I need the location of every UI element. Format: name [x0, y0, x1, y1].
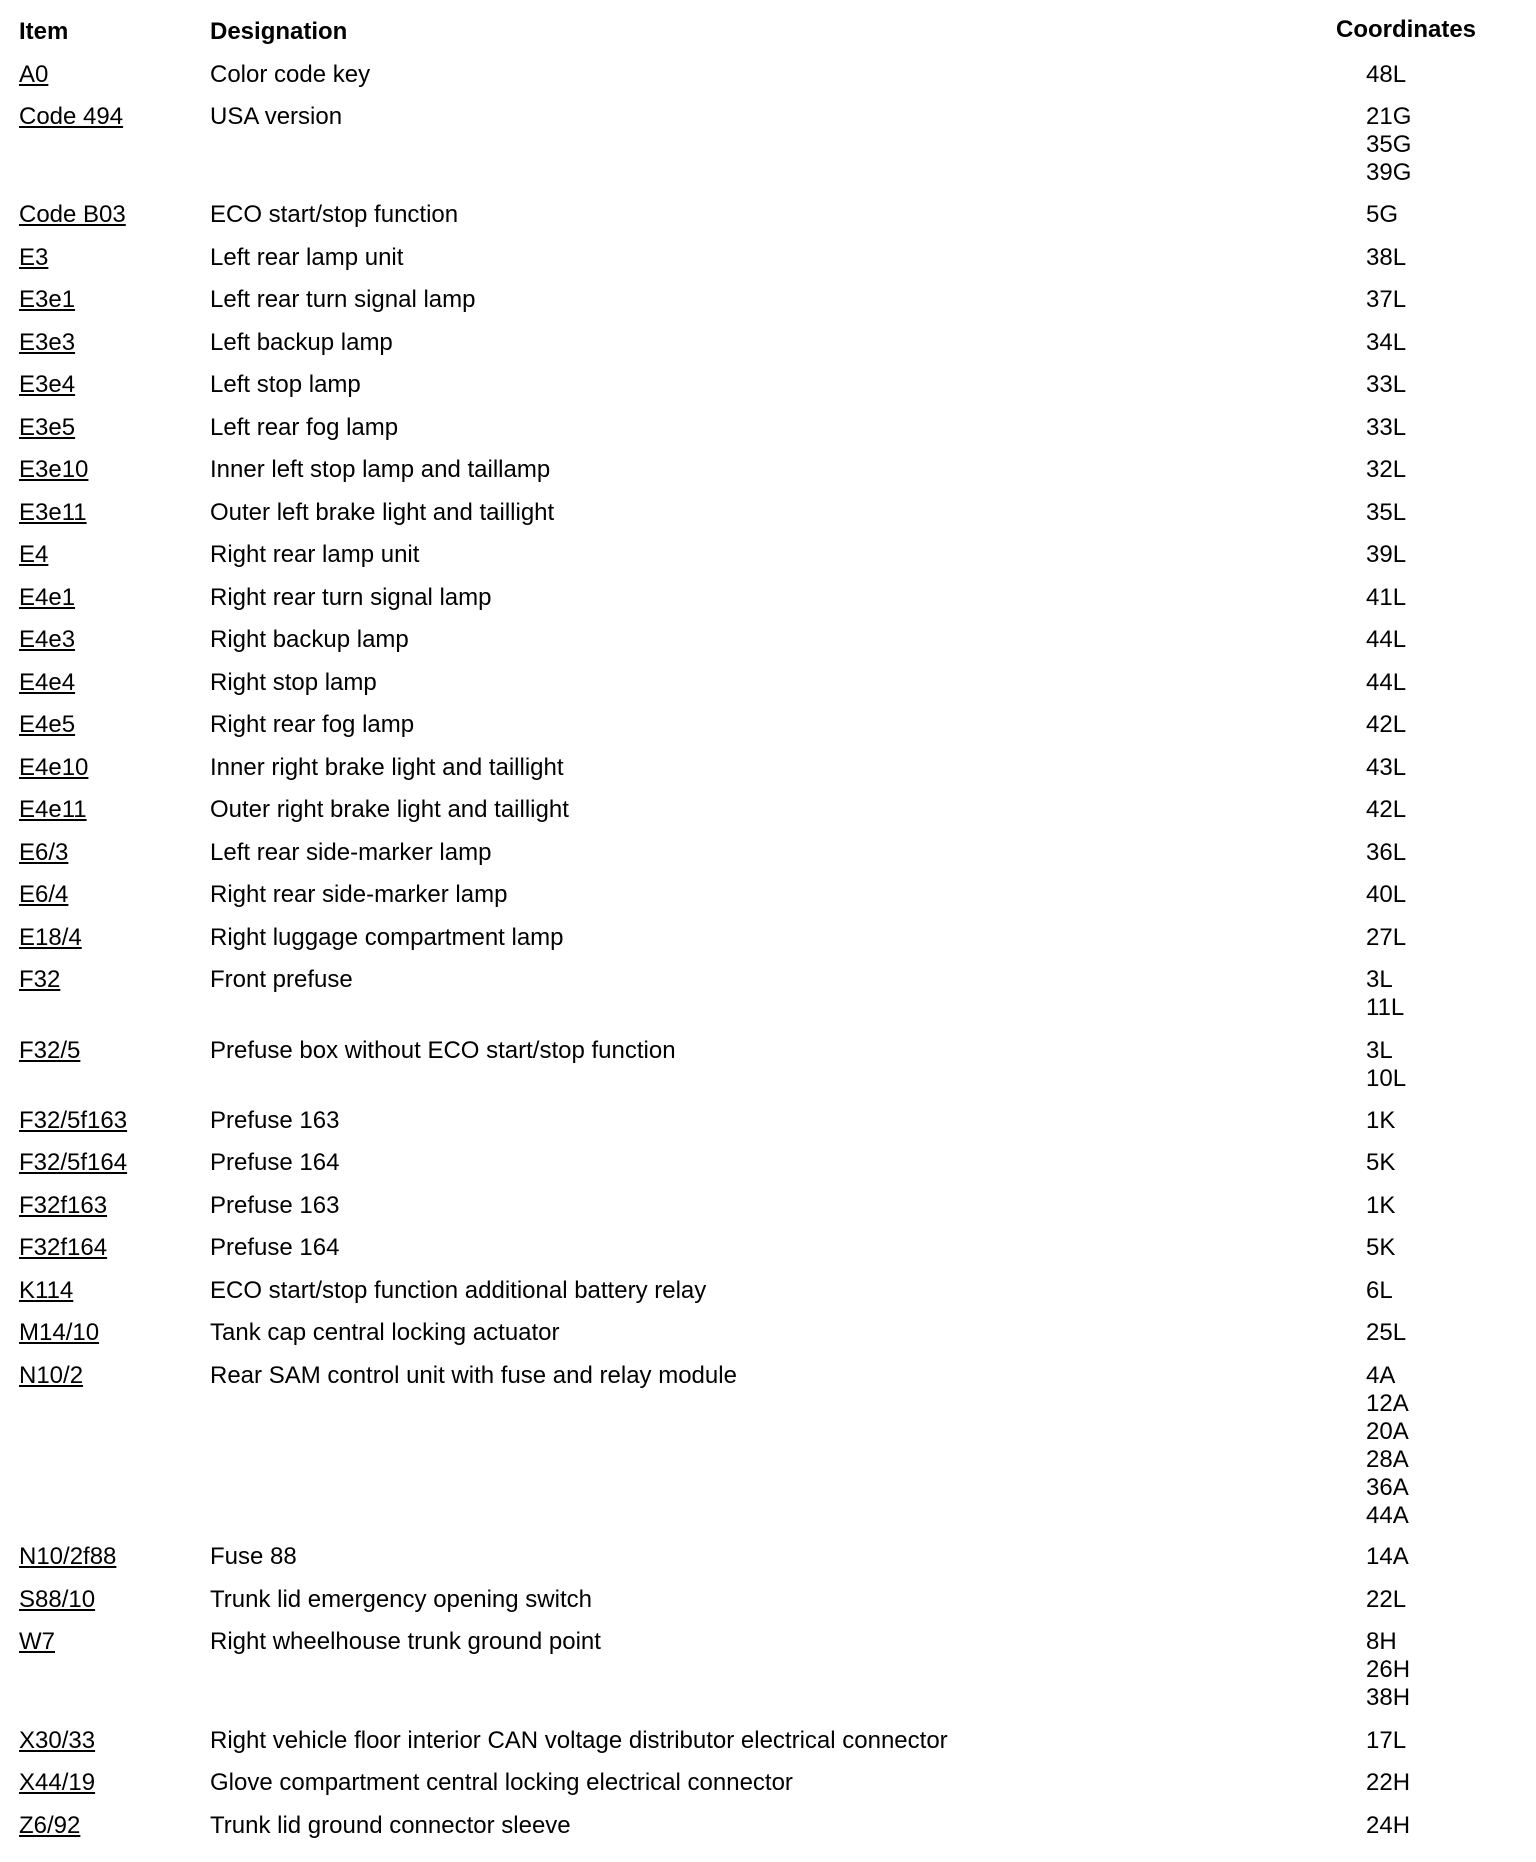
table-row [0, 329, 1536, 359]
coordinate-value: 11L [1366, 994, 1405, 1021]
item-link[interactable]: X44/19 [19, 1769, 96, 1796]
item-link[interactable]: F32/5 [19, 1037, 81, 1064]
coordinate-value: 27L [1366, 924, 1407, 951]
table-row [0, 584, 1536, 614]
item-coordinates [1366, 1107, 1395, 1135]
table-row [0, 1319, 1536, 1349]
item-link[interactable]: E3e3 [19, 329, 76, 356]
table-row [0, 201, 1536, 231]
table-row [0, 669, 1536, 699]
item-coordinates [1366, 754, 1406, 782]
table-row [0, 1107, 1536, 1137]
coordinate-value: 33L [1366, 371, 1407, 398]
table-row [0, 456, 1536, 486]
item-designation: ECO start/stop function additional battery relay [210, 1277, 707, 1304]
item-link[interactable]: Code B03 [19, 201, 126, 228]
coordinate-value: 3L [1366, 966, 1393, 993]
item-link[interactable]: E6/4 [19, 881, 69, 908]
coordinate-value: 43L [1366, 754, 1407, 781]
item-coordinates [1366, 1037, 1406, 1093]
coordinate-value: 20A [1366, 1418, 1409, 1445]
item-link[interactable]: E3e1 [19, 286, 76, 313]
table-row [0, 881, 1536, 911]
item-link[interactable]: E3e4 [19, 371, 76, 398]
item-designation: Front prefuse [210, 966, 353, 993]
coordinate-value: 22H [1366, 1769, 1411, 1796]
table-row [0, 1149, 1536, 1179]
coordinate-value: 39L [1366, 541, 1407, 568]
coordinate-value: 39G [1366, 159, 1412, 186]
coordinate-value: 38L [1366, 244, 1407, 271]
coordinate-value: 5K [1366, 1234, 1396, 1261]
table-row [0, 1037, 1536, 1092]
item-coordinates [1366, 966, 1404, 1022]
item-designation: Fuse 88 [210, 1543, 297, 1570]
table-row [0, 1812, 1536, 1842]
table-row [0, 1543, 1536, 1573]
table-row [0, 1277, 1536, 1307]
coordinate-value: 35G [1366, 131, 1412, 158]
table-row [0, 499, 1536, 529]
coordinate-value: 26H [1366, 1656, 1411, 1683]
coordinate-value: 21G [1366, 103, 1412, 130]
item-link[interactable]: E6/3 [19, 839, 69, 866]
coordinate-value: 32L [1366, 456, 1407, 483]
coordinate-value: 35L [1366, 499, 1407, 526]
item-designation: Rear SAM control unit with fuse and relay module [210, 1362, 737, 1389]
item-designation: Right backup lamp [210, 626, 409, 653]
coordinate-value: 5K [1366, 1149, 1396, 1176]
coordinate-value: 41L [1366, 584, 1407, 611]
coordinate-value: 8H [1366, 1628, 1397, 1655]
item-link[interactable]: K114 [19, 1277, 74, 1304]
item-coordinates [1366, 371, 1406, 399]
coordinate-value: 6L [1366, 1277, 1393, 1304]
coordinate-value: 44L [1366, 626, 1407, 653]
item-coordinates [1366, 414, 1406, 442]
coordinate-value: 33L [1366, 414, 1407, 441]
item-link[interactable]: E4e1 [19, 584, 76, 611]
item-coordinates [1366, 669, 1406, 697]
item-designation: Color code key [210, 61, 371, 88]
table-row [0, 754, 1536, 784]
item-coordinates [1366, 61, 1406, 89]
item-link[interactable]: S88/10 [19, 1586, 96, 1613]
coordinate-value: 34L [1366, 329, 1407, 356]
table-row [0, 61, 1536, 91]
coordinate-value: 22L [1366, 1586, 1407, 1613]
item-link[interactable]: F32f164 [19, 1234, 108, 1261]
coordinate-value: 12A [1366, 1390, 1409, 1417]
table-row [0, 1192, 1536, 1222]
table-row [0, 1628, 1536, 1711]
table-row [0, 626, 1536, 656]
item-link[interactable]: E4e10 [19, 754, 89, 781]
item-coordinates [1366, 584, 1406, 612]
item-designation: Left rear side-marker lamp [210, 839, 492, 866]
table-row [0, 244, 1536, 274]
coordinate-value: 17L [1366, 1727, 1407, 1754]
item-designation: Left rear lamp unit [210, 244, 404, 271]
table-row [0, 1727, 1536, 1757]
item-designation: Glove compartment central locking electrical connector [210, 1769, 793, 1796]
coordinate-value: 36L [1366, 839, 1407, 866]
item-designation: USA version [210, 103, 343, 130]
coordinate-value: 28A [1366, 1446, 1409, 1473]
coordinate-value: 3L [1366, 1037, 1393, 1064]
item-designation: ECO start/stop function [210, 201, 459, 228]
coordinate-value: 24H [1366, 1812, 1411, 1839]
item-designation: Left rear fog lamp [210, 414, 399, 441]
item-link[interactable]: X30/33 [19, 1727, 96, 1754]
item-link[interactable]: E3e11 [19, 499, 87, 526]
item-link[interactable]: E3 [19, 244, 49, 271]
table-row [0, 103, 1536, 186]
item-coordinates [1366, 881, 1406, 909]
item-coordinates [1366, 244, 1406, 272]
item-designation: Right rear side-marker lamp [210, 881, 508, 908]
item-coordinates [1366, 1192, 1395, 1220]
item-designation: Left backup lamp [210, 329, 393, 356]
coordinate-value: 4A [1366, 1362, 1396, 1389]
item-coordinates [1366, 1628, 1410, 1712]
item-designation: Trunk lid ground connector sleeve [210, 1812, 571, 1839]
item-designation: Right stop lamp [210, 669, 377, 696]
item-coordinates [1366, 1812, 1410, 1840]
table-row [0, 1586, 1536, 1616]
item-coordinates [1366, 201, 1398, 229]
item-link[interactable]: E4e5 [19, 711, 76, 738]
item-designation: Trunk lid emergency opening switch [210, 1586, 592, 1613]
coordinate-value: 1K [1366, 1107, 1396, 1134]
item-designation: Prefuse 164 [210, 1149, 340, 1176]
item-designation: Right rear lamp unit [210, 541, 420, 568]
coordinate-value: 5G [1366, 201, 1399, 228]
item-coordinates [1366, 1362, 1409, 1530]
item-designation: Left stop lamp [210, 371, 361, 398]
item-coordinates [1366, 541, 1406, 569]
item-coordinates [1366, 1277, 1393, 1305]
item-designation: Right luggage compartment lamp [210, 924, 564, 951]
coordinate-value: 44A [1366, 1502, 1409, 1529]
table-row [0, 924, 1536, 954]
item-coordinates [1366, 924, 1406, 952]
item-designation: Prefuse 163 [210, 1192, 340, 1219]
item-link[interactable]: E4e11 [19, 796, 87, 823]
item-link[interactable]: E4e4 [19, 669, 76, 696]
item-designation: Prefuse 163 [210, 1107, 340, 1134]
coordinate-value: 42L [1366, 711, 1407, 738]
item-coordinates [1366, 286, 1406, 314]
header-coordinates: Coordinates [1336, 16, 1477, 43]
header-item: Item [19, 18, 69, 45]
item-link[interactable]: A0 [19, 61, 49, 88]
item-designation: Right rear turn signal lamp [210, 584, 492, 611]
item-designation: Right vehicle floor interior CAN voltage distributor electrical connector [210, 1727, 948, 1754]
coordinate-value: 40L [1366, 881, 1407, 908]
coordinate-value: 14A [1366, 1543, 1409, 1570]
item-designation: Inner left stop lamp and taillamp [210, 456, 551, 483]
item-designation: Prefuse box without ECO start/stop function [210, 1037, 676, 1064]
item-link[interactable]: Z6/92 [19, 1812, 81, 1839]
coordinate-value: 1K [1366, 1192, 1396, 1219]
item-designation: Inner right brake light and taillight [210, 754, 564, 781]
item-coordinates [1366, 1586, 1406, 1614]
item-coordinates [1366, 796, 1406, 824]
item-coordinates [1366, 839, 1406, 867]
item-link[interactable]: E3e5 [19, 414, 76, 441]
item-link[interactable]: F32/5f163 [19, 1107, 128, 1134]
item-link[interactable]: E3e10 [19, 456, 89, 483]
table-row [0, 966, 1536, 1021]
table-row [0, 1362, 1536, 1529]
table-row [0, 1769, 1536, 1799]
item-coordinates [1366, 626, 1406, 654]
table-row [0, 839, 1536, 869]
table-row [0, 711, 1536, 741]
item-designation: Left rear turn signal lamp [210, 286, 476, 313]
item-designation: Right rear fog lamp [210, 711, 415, 738]
item-link[interactable]: F32f163 [19, 1192, 108, 1219]
item-link[interactable]: F32/5f164 [19, 1149, 128, 1176]
item-coordinates [1366, 103, 1411, 187]
table-row [0, 796, 1536, 826]
coordinate-value: 37L [1366, 286, 1407, 313]
coordinate-value: 42L [1366, 796, 1407, 823]
item-link[interactable]: F32 [19, 966, 61, 993]
coordinate-value: 10L [1366, 1065, 1407, 1092]
item-link[interactable]: E18/4 [19, 924, 82, 951]
item-coordinates [1366, 1543, 1409, 1571]
item-link[interactable]: N10/2 [19, 1362, 84, 1389]
coordinate-value: 36A [1366, 1474, 1409, 1501]
coordinate-value: 44L [1366, 669, 1407, 696]
item-link[interactable]: N10/2f88 [19, 1543, 117, 1570]
item-link[interactable]: E4e3 [19, 626, 76, 653]
header-designation: Designation [210, 18, 348, 45]
item-coordinates [1366, 1769, 1410, 1797]
item-coordinates [1366, 1234, 1395, 1262]
item-coordinates [1366, 1319, 1406, 1347]
item-coordinates [1366, 1149, 1395, 1177]
coordinate-value: 38H [1366, 1684, 1411, 1711]
coordinate-value: 25L [1366, 1319, 1407, 1346]
table-row [0, 541, 1536, 571]
item-designation: Prefuse 164 [210, 1234, 340, 1261]
table-row [0, 414, 1536, 444]
item-link[interactable]: W7 [19, 1628, 55, 1655]
item-coordinates [1366, 456, 1406, 484]
item-link[interactable]: M14/10 [19, 1319, 100, 1346]
coordinate-value: 48L [1366, 61, 1407, 88]
item-designation: Outer right brake light and taillight [210, 796, 569, 823]
table-row [0, 1234, 1536, 1264]
table-row [0, 371, 1536, 401]
item-designation: Tank cap central locking actuator [210, 1319, 560, 1346]
item-link[interactable]: E4 [19, 541, 49, 568]
item-coordinates [1366, 1727, 1406, 1755]
item-designation: Right wheelhouse trunk ground point [210, 1628, 601, 1655]
item-coordinates [1366, 329, 1406, 357]
item-link[interactable]: Code 494 [19, 103, 124, 130]
item-coordinates [1366, 711, 1406, 739]
table-row [0, 286, 1536, 316]
item-coordinates [1366, 499, 1406, 527]
item-designation: Outer left brake light and taillight [210, 499, 555, 526]
